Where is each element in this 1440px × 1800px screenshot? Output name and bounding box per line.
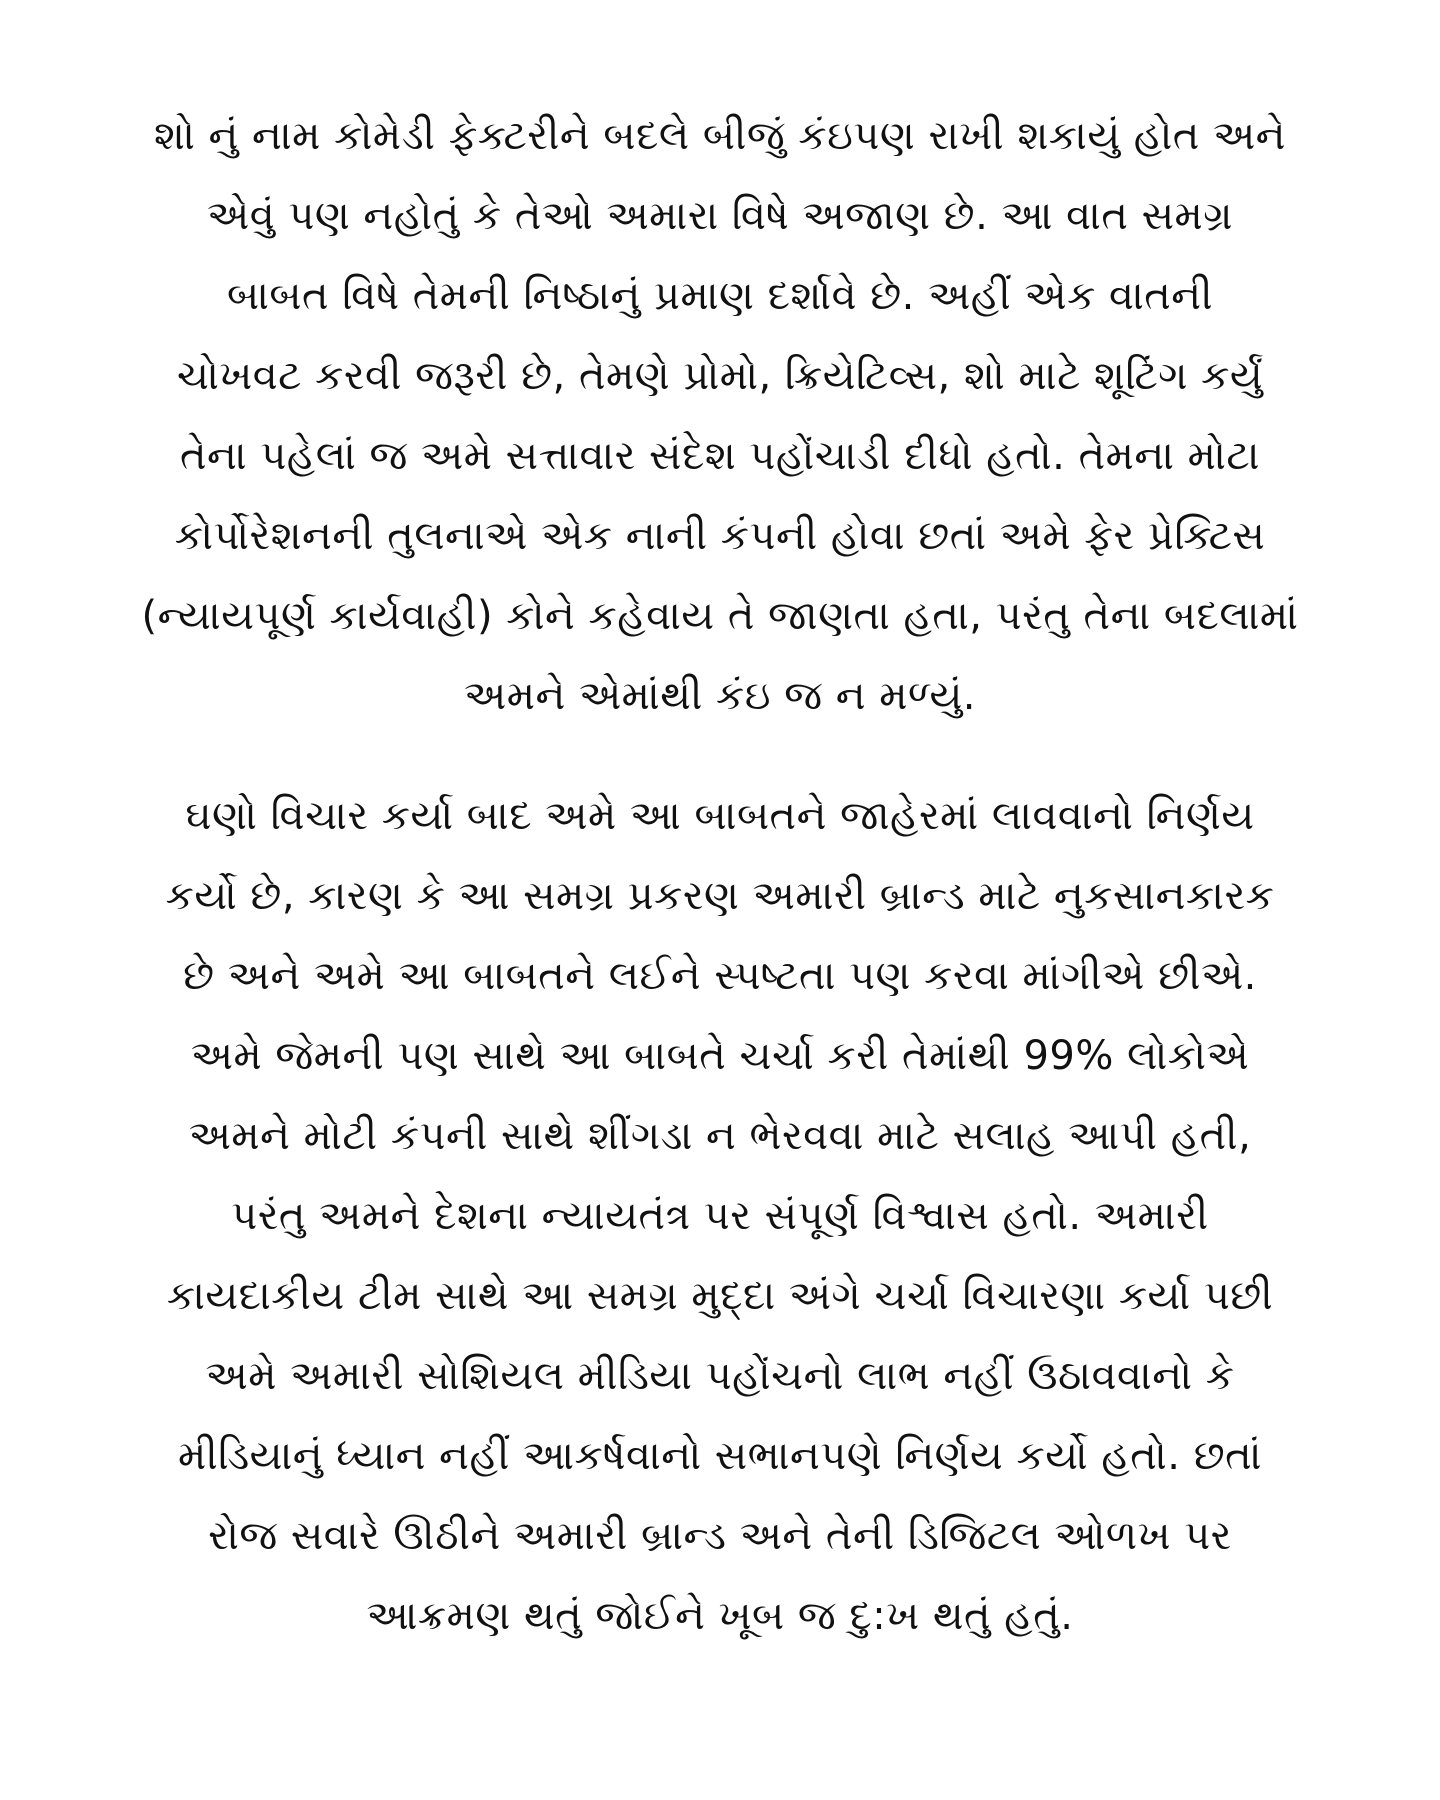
text-line: અમે જેમની પણ સાથે આ બાબતે ચર્ચા કરી તેમાંથી 99% લોકોએ bbox=[190, 1033, 1250, 1079]
text-line: અમને એમાંથી કંઇ જ ન મળ્યું. bbox=[464, 673, 976, 719]
text-line: કોર્પોરેશનની તુલનાએ એક નાની કંપની હોવા છતાં અમે ફેર પ્રેક્ટિસ bbox=[174, 513, 1266, 559]
paragraph bbox=[70, 96, 1370, 736]
text-line: કર્યો છે, કારણ કે આ સમગ્ર પ્રકરણ અમારી બ્રાન્ડ માટે નુકસાનકારક bbox=[165, 873, 1275, 919]
text-line: મીડિયાનું ધ્યાન નહીં આકર્ષવાનો સભાનપણે નિર્ણય કર્યો હતો. છતાં bbox=[178, 1433, 1262, 1479]
paragraph-gap bbox=[70, 736, 1370, 776]
text-line: એવું પણ નહોતું કે તેઓ અમારા વિષે અજાણ છે. આ વાત સમગ્ર bbox=[207, 193, 1233, 239]
text-line: (ન્યાયપૂર્ણ કાર્યવાહી) કોને કહેવાય તે જાણતા હતા, પરંતુ તેના બદલામાં bbox=[141, 593, 1299, 639]
text-line: બાબત વિષે તેમની નિષ્ઠાનું પ્રમાણ દર્શાવે છે. અહીં એક વાતની bbox=[226, 273, 1214, 319]
paragraph bbox=[70, 776, 1370, 1656]
text-line: રોજ સવારે ઊઠીને અમારી બ્રાન્ડ અને તેની ડિજિટલ ઓળખ પર bbox=[208, 1513, 1232, 1559]
text-line: તેના પહેલાં જ અમે સત્તાવાર સંદેશ પહોંચાડી દીધો હતો. તેમના મોટા bbox=[179, 433, 1260, 479]
text-line: શો નું નામ કોમેડી ફેક્ટરીને બદલે બીજું કંઇપણ રાખી શકાયું હોત અને bbox=[153, 113, 1286, 159]
statement-text bbox=[70, 96, 1370, 1656]
text-line: પરંતુ અમને દેશના ન્યાયતંત્ર પર સંપૂર્ણ વિશ્વાસ હતો. અમારી bbox=[231, 1193, 1209, 1239]
text-line: અમે અમારી સોશિયલ મીડિયા પહોંચનો લાભ નહીં ઉઠાવવાનો કે bbox=[205, 1353, 1235, 1399]
text-line: ચોખવટ કરવી જરૂરી છે, તેમણે પ્રોમો, ક્રિયેટિવ્સ, શો માટે શૂટિંગ કર્યું bbox=[176, 353, 1264, 399]
text-line: છે અને અમે આ બાબતને લઈને સ્પષ્ટતા પણ કરવા માંગીએ છીએ. bbox=[183, 953, 1257, 999]
text-line: કાયદાકીય ટીમ સાથે આ સમગ્ર મુદ્દા અંગે ચર્ચા વિચારણા કર્યા પછી bbox=[166, 1273, 1274, 1319]
text-line: આક્રમણ થતું જોઈને ખૂબ જ દુ:ખ થતું હતું. bbox=[366, 1593, 1074, 1639]
text-line: અમને મોટી કંપની સાથે શીંગડા ન ભેરવવા માટે સલાહ આપી હતી, bbox=[188, 1113, 1252, 1159]
text-line: ઘણો વિચાર કર્યા બાદ અમે આ બાબતને જાહેરમાં લાવવાનો નિર્ણય bbox=[185, 793, 1255, 839]
